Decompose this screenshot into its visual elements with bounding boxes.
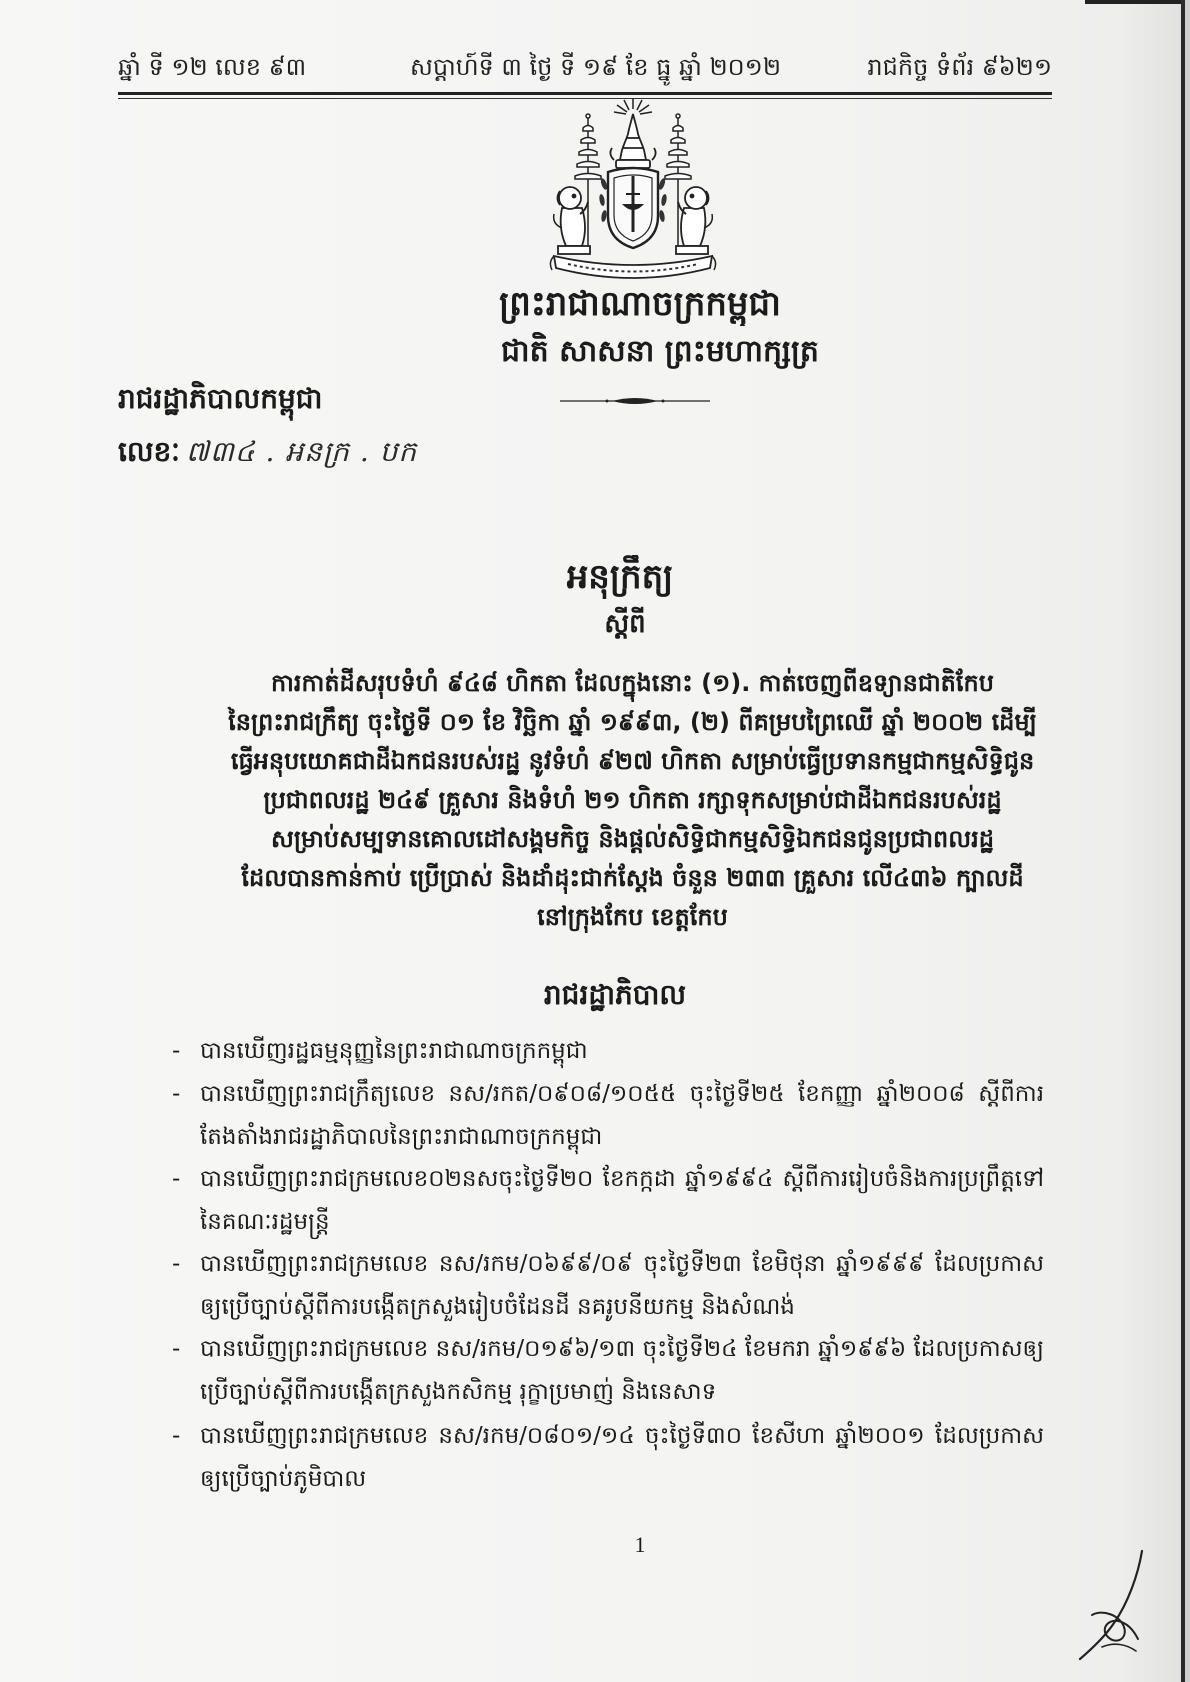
national-motto: ជាតិ សាសនា ព្រះមហាក្សត្រ bbox=[501, 334, 819, 369]
title-line: សម្រាប់សម្បទានគោលដៅសង្គមកិច្ច និងផ្តល់សិទ្ធិជាកម្មសិទ្ធិឯកជនជូនប្រជាពលរដ្ឋ bbox=[271, 825, 994, 853]
preamble-text: បានឃើញរដ្ឋធម្មនុញ្ញនៃព្រះរាជាណាចក្រកម្ពុជា bbox=[200, 1038, 588, 1064]
preamble-text: បានឃើញព្រះរាជក្រមលេខ នស/រកម/០៨០១/១៤ ចុះថ្ងៃទី៣០ ខែសីហា ឆ្នាំ២០០១ ដែលប្រកាសឲ្យប្រើច្បាប់ភូមិបាល bbox=[200, 1423, 1044, 1492]
title-line: ដែលបានកាន់កាប់ ប្រើប្រាស់ និងដាំដុះជាក់ស្តែង ចំនួន ២៣៣ គ្រួសារ លើ៤៣៦ ក្បាលដី bbox=[241, 864, 1024, 892]
radiance-rays bbox=[614, 98, 652, 114]
scan-edge-margin bbox=[1185, 0, 1190, 1682]
kingdom-name: ព្រះរាជាណាចក្រកម្ពុជា bbox=[499, 284, 781, 324]
ornamental-divider bbox=[560, 396, 710, 406]
preamble-text: បានឃើញព្រះរាជក្រមលេខ នស/រកម/០១៩៦/១៣ ចុះថ្ងៃទី២៤ ខែមករា ឆ្នាំ១៩៩៦ ដែលប្រកាសឲ្យប្រើច្បាប់ស្តីពីការបង្កើតក្រសួងកសិកម្ម រុក្ខាប្រមាញ់ និងនេសាទ bbox=[200, 1336, 1044, 1405]
gazette-date: សប្តាហ៍ទី ៣ ថ្ងៃ ទី ១៩ ខែ ធ្នូ ឆ្នាំ ២០១២ bbox=[410, 53, 781, 81]
list-marker: - bbox=[172, 1038, 181, 1064]
base-ribbon bbox=[550, 256, 715, 278]
royal-crown bbox=[610, 114, 655, 168]
title-line: នៃព្រះរាជក្រឹត្យ ចុះថ្ងៃទី ០១ ខែ វិច្ឆិកា ឆ្នាំ ១៩៩៣, (២) ពីគម្របព្រៃឈើ ឆ្នាំ ២០០២ ដើម្បី bbox=[228, 708, 1037, 736]
preamble-text: បានឃើញព្រះរាជក្រមលេខ នស/រកម/០៦៩៩/០៩ ចុះថ្ងៃទី២៣ ខែមិថុនា ឆ្នាំ១៩៩៩ ដែលប្រកាសឲ្យប្រើច្បាប់ស្តីពីការបង្កើតក្រសួងរៀបចំដែនដី នគរូបនីយកម្ម និងសំណង់ bbox=[200, 1251, 1044, 1320]
title-line: នៅក្រុងកែប ខេត្តកែប bbox=[537, 903, 728, 931]
royal-coat-of-arms bbox=[548, 98, 718, 280]
title-line: ប្រជាពលរដ្ឋ ២៤៩ គ្រួសារ និងទំហំ ២១ ហិកតា រក្សាទុកសម្រាប់ជាដីឯកជនរបស់រដ្ឋ bbox=[263, 786, 1002, 814]
preamble-text: បានឃើញព្រះរាជក្រមលេខ០២នសចុះថ្ងៃទី២០ ខែកក្កដា ឆ្នាំ១៩៩៤ ស្តីពីការរៀបចំនិងការប្រព្រឹត្តទៅនៃគណៈរដ្ឋមន្ត្រី bbox=[200, 1166, 1044, 1235]
initial-signature bbox=[1062, 1545, 1162, 1665]
document-number-label: លេខៈ bbox=[118, 435, 180, 468]
list-marker: - bbox=[172, 1423, 181, 1449]
right-lion bbox=[676, 187, 712, 254]
subject-intro: ស្តីពី bbox=[604, 609, 646, 639]
document-type: អនុក្រឹត្យ bbox=[566, 557, 674, 597]
list-marker: - bbox=[172, 1251, 181, 1277]
list-marker: - bbox=[172, 1336, 181, 1362]
title-line: ការកាត់ដីសរុបទំហំ ៩៤៨ ហិកតា ដែលក្នុងនោះ (១). កាត់ចេញពីឧទ្យានជាតិកែប bbox=[271, 669, 994, 697]
page-number: 1 bbox=[634, 1532, 646, 1557]
document-number-handwritten: ៧៣៤ . អនក្រ . បក bbox=[185, 435, 418, 468]
preamble-item bbox=[172, 1073, 1044, 1159]
issuing-authority: រាជរដ្ឋាភិបាលកម្ពុជា bbox=[118, 382, 323, 415]
scan-edge-top bbox=[1085, 0, 1190, 4]
list-marker: - bbox=[172, 1081, 181, 1107]
list-marker: - bbox=[172, 1166, 181, 1192]
header-rule-thick bbox=[118, 92, 1052, 95]
preamble-item bbox=[172, 1415, 1044, 1501]
central-shield bbox=[608, 168, 658, 248]
preamble-item bbox=[172, 1328, 1044, 1414]
preamble-item bbox=[172, 1243, 1044, 1329]
gazette-page-ref: រាជកិច្ច ទំព័រ ៩៦២១ bbox=[867, 53, 1052, 81]
preamble-text: បានឃើញព្រះរាជក្រឹត្យលេខ នស/រកត/០៩០៨/១០៥៥ ចុះថ្ងៃទី២៥ ខែកញ្ញា ឆ្នាំ២០០៨ ស្តីពីការតែងតាំងរាជរដ្ឋាភិបាលនៃព្រះរាជាណាចក្រកម្ពុជា bbox=[200, 1081, 1044, 1150]
document-number bbox=[118, 432, 417, 472]
preamble-item bbox=[172, 1030, 1044, 1073]
enacting-authority: រាជរដ្ឋាភិបាល bbox=[543, 978, 687, 1011]
gazette-year-issue: ឆ្នាំ ទី ១២ លេខ ៩៣ bbox=[118, 53, 307, 81]
preamble-item bbox=[172, 1158, 1044, 1244]
left-lion bbox=[554, 187, 590, 254]
title-line: ធ្វើអនុបយោគជាដីឯកជនរបស់រដ្ឋ នូវទំហំ ៩២៧ ហិកតា សម្រាប់ធ្វើប្រទានកម្មជាកម្មសិទ្ធិជូន bbox=[230, 747, 1035, 775]
